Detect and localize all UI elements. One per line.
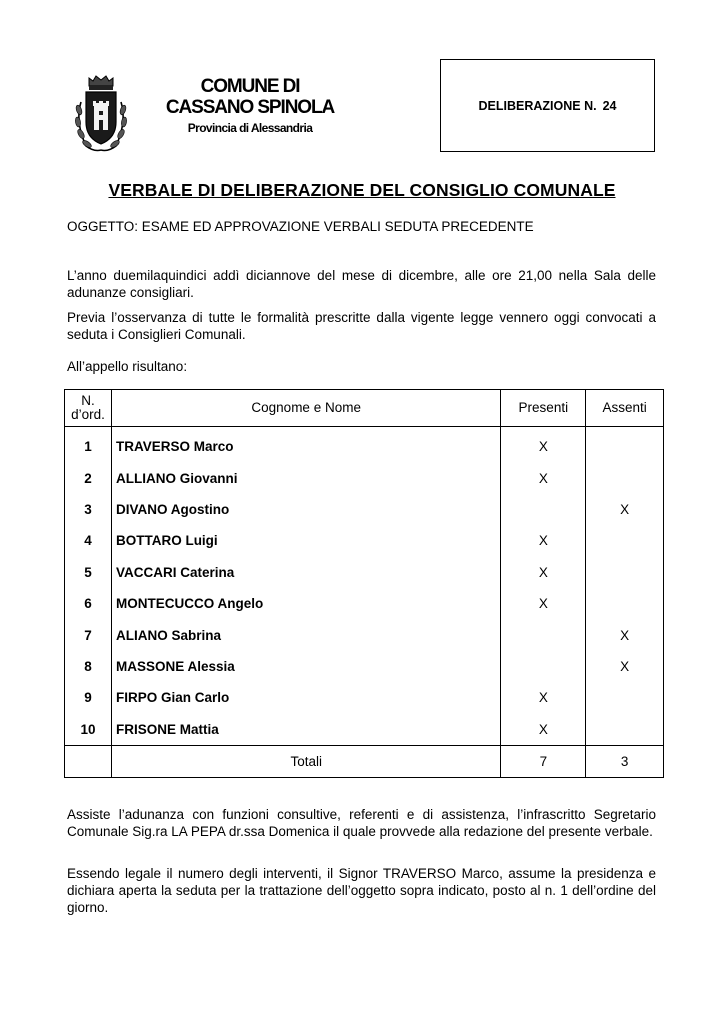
row-num: 7 xyxy=(65,619,112,650)
row-assente xyxy=(586,588,664,619)
row-name: MONTECUCCO Angelo xyxy=(111,588,500,619)
row-assente xyxy=(586,714,664,746)
row-num: 10 xyxy=(65,714,112,746)
header-presenti: Presenti xyxy=(501,390,586,427)
table-row xyxy=(65,714,664,746)
row-presente: X xyxy=(501,557,586,588)
row-name: ALLIANO Giovanni xyxy=(111,462,500,493)
row-presente: X xyxy=(501,427,586,463)
row-name: DIVANO Agostino xyxy=(111,494,500,525)
row-assente xyxy=(586,462,664,493)
row-num: 5 xyxy=(65,557,112,588)
provincia-label: Provincia di Alessandria xyxy=(187,121,313,135)
row-assente xyxy=(586,427,664,463)
table-row xyxy=(65,557,664,588)
table-row xyxy=(65,682,664,713)
row-name: BOTTARO Luigi xyxy=(111,525,500,556)
table-row xyxy=(65,427,664,463)
totals-empty-cell xyxy=(65,745,112,777)
appello-line: All’appello risultano: xyxy=(67,359,188,374)
row-name: ALIANO Sabrina xyxy=(111,619,500,650)
document-title: VERBALE DI DELIBERAZIONE DEL CONSIGLIO COMUNALE xyxy=(108,180,616,200)
row-presente: X xyxy=(501,462,586,493)
header-num-line2: d’ord. xyxy=(71,407,105,422)
row-num: 6 xyxy=(65,588,112,619)
row-assente xyxy=(586,525,664,556)
attendance-table xyxy=(64,389,664,778)
comune-header xyxy=(140,76,360,136)
row-presente xyxy=(501,619,586,650)
row-num: 2 xyxy=(65,462,112,493)
oggetto-line: OGGETTO: ESAME ED APPROVAZIONE VERBALI SEDUTA PRECEDENTE xyxy=(67,219,534,234)
totals-label: Totali xyxy=(111,745,500,777)
header-name: Cognome e Nome xyxy=(111,390,500,427)
row-assente: X xyxy=(586,494,664,525)
row-presente xyxy=(501,494,586,525)
row-assente xyxy=(586,557,664,588)
row-presente: X xyxy=(501,588,586,619)
header-num-line1: N. xyxy=(81,393,95,408)
table-row xyxy=(65,619,664,650)
row-num: 1 xyxy=(65,427,112,463)
deliberazione-number: 24 xyxy=(602,98,617,113)
deliberazione-box xyxy=(440,59,655,152)
row-presente: X xyxy=(501,525,586,556)
header-num xyxy=(65,390,112,427)
row-assente xyxy=(586,682,664,713)
row-name: MASSONE Alessia xyxy=(111,651,500,682)
table-header-row xyxy=(65,390,664,427)
header-assenti: Assenti xyxy=(586,390,664,427)
table-row xyxy=(65,494,664,525)
row-name: VACCARI Caterina xyxy=(111,557,500,588)
row-name: FRISONE Mattia xyxy=(111,714,500,746)
row-num: 8 xyxy=(65,651,112,682)
totals-presenti: 7 xyxy=(501,745,586,777)
comune-title-line2: CASSANO SPINOLA xyxy=(165,97,335,118)
row-presente: X xyxy=(501,682,586,713)
row-num: 4 xyxy=(65,525,112,556)
row-presente xyxy=(501,651,586,682)
totals-row xyxy=(65,745,664,777)
row-name: FIRPO Gian Carlo xyxy=(111,682,500,713)
paragraph-presidenza: Essendo legale il numero degli interventi, il Signor TRAVERSO Marco, assume la presidenza e dichiara aperta la seduta per la trattazione dell’oggetto sopra indicato, posto al n. 1 dell’ordine del giorno. xyxy=(67,866,656,915)
table-row xyxy=(65,462,664,493)
row-name: TRAVERSO Marco xyxy=(111,427,500,463)
coat-of-arms-icon xyxy=(72,72,130,156)
row-assente: X xyxy=(586,619,664,650)
paragraph-date: L’anno duemilaquindici addì diciannove del mese di dicembre, alle ore 21,00 nella Sala delle adunanze consigliari. xyxy=(67,268,656,300)
paragraph-segretario: Assiste l’adunanza con funzioni consultive, referenti e di assistenza, l’infrascritto Segretario Comunale Sig.ra LA PEPA dr.ssa Domenica il quale provvede alla redazione del presente verbale. xyxy=(67,807,656,839)
table-row xyxy=(65,651,664,682)
row-assente: X xyxy=(586,651,664,682)
row-presente: X xyxy=(501,714,586,746)
paragraph-convocation: Previa l’osservanza di tutte le formalità prescritte dalla vigente legge vennero oggi convocati a seduta i Consiglieri Comunali. xyxy=(67,310,656,342)
row-num: 9 xyxy=(65,682,112,713)
deliberazione-label: DELIBERAZIONE N. xyxy=(478,98,597,113)
table-row xyxy=(65,588,664,619)
comune-title-line1: COMUNE DI xyxy=(200,76,300,97)
table-body xyxy=(65,427,664,746)
table-row xyxy=(65,525,664,556)
totals-assenti: 3 xyxy=(586,745,664,777)
row-num: 3 xyxy=(65,494,112,525)
